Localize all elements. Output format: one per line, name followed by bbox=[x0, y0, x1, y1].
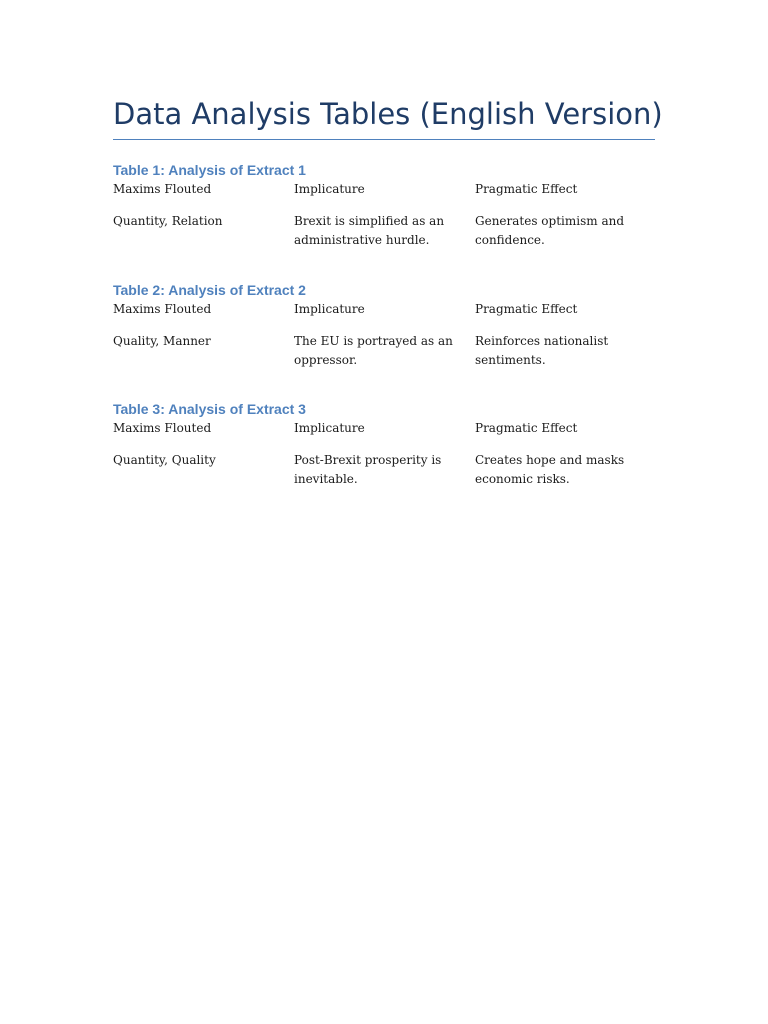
table-3-header-row bbox=[113, 419, 655, 451]
cell-implicature: Brexit is simplified as an administrative hurdle. bbox=[294, 214, 445, 247]
column-header-implicature: Implicature bbox=[294, 182, 365, 196]
column-header-maxims: Maxims Flouted bbox=[113, 421, 212, 435]
column-header-maxims: Maxims Flouted bbox=[113, 182, 212, 196]
column-header-effect: Pragmatic Effect bbox=[475, 421, 578, 435]
table-2-section bbox=[113, 280, 655, 370]
cell-maxims: Quantity, Relation bbox=[113, 214, 223, 228]
table-2-heading: Table 2: Analysis of Extract 2 bbox=[113, 282, 306, 298]
column-header-effect: Pragmatic Effect bbox=[475, 302, 578, 316]
table-1-section bbox=[113, 160, 655, 250]
table-3-section bbox=[113, 399, 655, 489]
table-1-heading: Table 1: Analysis of Extract 1 bbox=[113, 162, 306, 178]
column-header-implicature: Implicature bbox=[294, 421, 365, 435]
table-2-header-row bbox=[113, 300, 655, 332]
table-2 bbox=[113, 300, 655, 370]
cell-effect: Generates optimism and confidence. bbox=[475, 214, 625, 247]
cell-maxims: Quality, Manner bbox=[113, 334, 211, 348]
table-row bbox=[113, 212, 655, 250]
cell-maxims: Quantity, Quality bbox=[113, 453, 216, 467]
table-3 bbox=[113, 419, 655, 489]
cell-effect: Creates hope and masks economic risks. bbox=[475, 453, 625, 486]
cell-implicature: The EU is portrayed as an oppressor. bbox=[294, 334, 453, 367]
cell-implicature: Post-Brexit prosperity is inevitable. bbox=[294, 453, 442, 486]
table-row bbox=[113, 451, 655, 489]
cell-effect: Reinforces nationalist sentiments. bbox=[475, 334, 609, 367]
title-underline bbox=[113, 139, 655, 140]
table-row bbox=[113, 332, 655, 370]
column-header-implicature: Implicature bbox=[294, 302, 365, 316]
document-title: Data Analysis Tables (English Version) bbox=[113, 97, 663, 131]
table-1 bbox=[113, 180, 655, 250]
column-header-maxims: Maxims Flouted bbox=[113, 302, 212, 316]
table-1-header-row bbox=[113, 180, 655, 212]
table-3-heading: Table 3: Analysis of Extract 3 bbox=[113, 401, 306, 417]
column-header-effect: Pragmatic Effect bbox=[475, 182, 578, 196]
